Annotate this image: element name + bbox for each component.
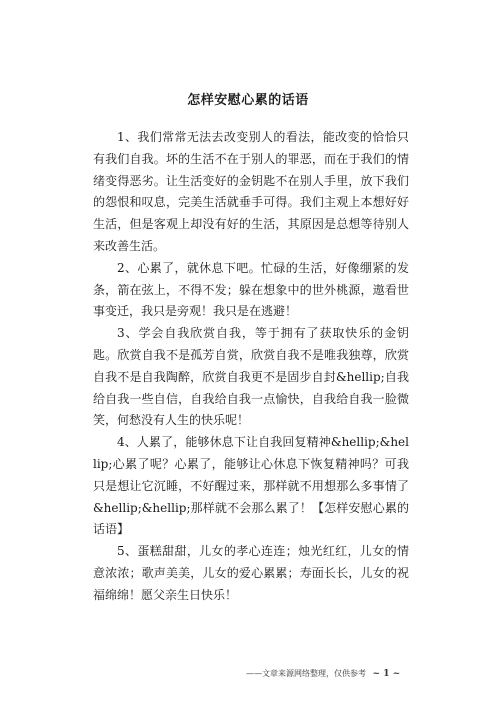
paragraph-2: 2、心累了，就休息下吧。忙碌的生活，好像绷紧的发条，箭在弦上，不得不发；躲在想象中的世外桃源，遨看世事变迁，我只是旁观！我只是在逃避！ bbox=[93, 260, 409, 319]
paragraph-1: 1、我们常常无法去改变别人的看法，能改变的恰恰只有我们自我。坏的生活不在于别人的罪恶，而在于我们的情绪变得恶劣。让生活变好的金钥匙不在别人手里，放下我们的怨恨和叹息，完美生活就垂手可得。我们主观上本想好好生活，但是客观上却没有好的生活，其原因是总想等待别人来改善生活。 bbox=[93, 130, 409, 253]
paragraph-4: 4、人累了，能够休息下让自我回复精神&hellip;&hellip;心累了呢？心累了，能够让心休息下恢复精神吗？可我只是想让它沉睡，不好醒过来，那样就不用想那么多事情了&hellip;&hellip;那样就不会那么累了！【怎样安慰心累的话语】 bbox=[93, 435, 409, 537]
page-title: 怎样安慰心累的话语 bbox=[187, 93, 309, 108]
paragraph-5: 5、蛋糕甜甜，儿女的孝心连连；烛光红红，儿女的情意浓浓；歌声美美，儿女的爱心累累；寿面长长，儿女的祝福绵绵！愿父亲生日快乐！ bbox=[93, 544, 409, 602]
footer-source-note: ——文章来源网络整理，仅供参考 bbox=[246, 669, 366, 678]
paragraph-3: 3、学会自我欣赏自我，等于拥有了获取快乐的金钥匙。欣赏自我不是孤芳自赏，欣赏自我不是唯我独尊，欣赏自我不是自我陶醉，欣赏自我更不是固步自封&hellip;自我给自我一些自信，自我给自我一点愉快，自我给自我一脸微笑，何愁没有人生的快乐呢！ bbox=[93, 326, 409, 428]
article-body bbox=[93, 127, 409, 607]
page-number: ~ 1 ~ bbox=[372, 669, 401, 679]
page-footer bbox=[246, 668, 446, 679]
